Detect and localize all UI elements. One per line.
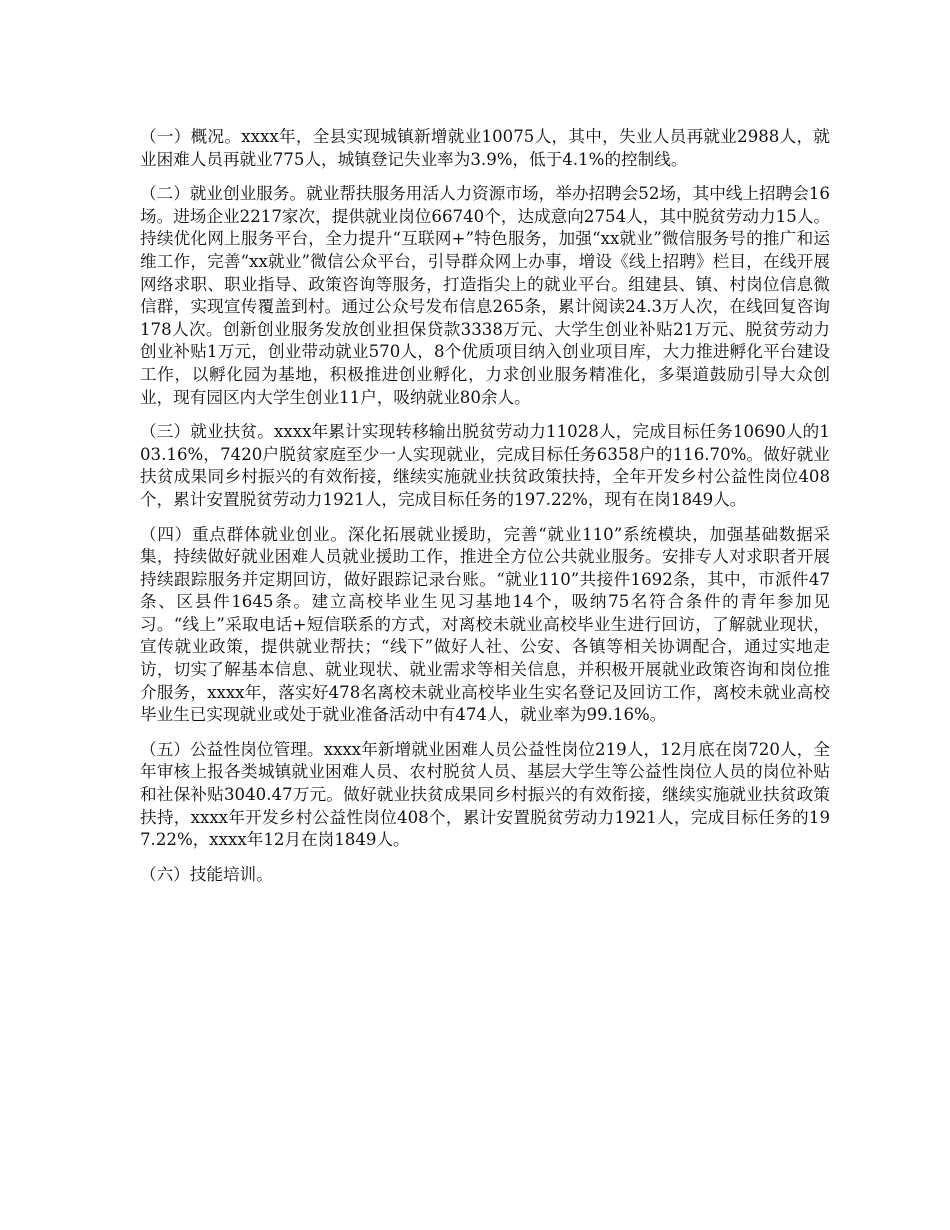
document-body	[140, 126, 830, 898]
paragraph-key-groups: （四）重点群体就业创业。深化拓展就业援助，完善“就业110”系统模块，加强基础数据采集，持续做好就业困难人员就业援助工作，推进全方位公共就业服务。安排专人对求职者开展持续跟踪服务并定期回访，做好跟踪记录台账。“就业110”共接件1692条，其中，市派件47条、区县件1645条。建立高校毕业生见习基地14个，吸纳75名符合条件的青年参加见习。“线上”采取电话+短信联系的方式，对离校未就业高校毕业生进行回访，了解就业现状，宣传就业政策，提供就业帮扶；“线下”做好人社、公安、各镇等相关协调配合，通过实地走访，切实了解基本信息、就业现状、就业需求等相关信息，并积极开展就业政策咨询和岗位推介服务，xxxx年，落实好478名离校未就业高校毕业生实名登记及回访工作，离校未就业高校毕业生已实现就业或处于就业准备活动中有474人，就业率为99.16%。	[140, 524, 830, 725]
paragraph-skills-training: （六）技能培训。	[140, 864, 273, 884]
paragraph-poverty-employment: （三）就业扶贫。xxxx年累计实现转移输出脱贫劳动力11028人，完成目标任务10690人的103.16%，7420户脱贫家庭至少一人实现就业，完成目标任务6358户的116.70%。做好就业扶贫成果同乡村振兴的有效衔接，继续实施就业扶贫政策扶持，全年开发乡村公益性岗位408个，累计安置脱贫劳动力1921人，完成目标任务的197.22%，现有在岗1849人。	[140, 422, 830, 509]
paragraph-public-welfare-posts: （五）公益性岗位管理。xxxx年新增就业困难人员公益性岗位219人，12月底在岗720人，全年审核上报各类城镇就业困难人员、农村脱贫人员、基层大学生等公益性岗位人员的岗位补贴和社保补贴3040.47万元。做好就业扶贫成果同乡村振兴的有效衔接，继续实施就业扶贫政策扶持，xxxx年开发乡村公益性岗位408个，累计安置脱贫劳动力1921人，完成目标任务的197.22%，xxxx年12月在岗1849人。	[140, 739, 830, 850]
paragraph-overview: （一）概况。xxxx年，全县实现城镇新增就业10075人，其中，失业人员再就业2988人，就业困难人员再就业775人，城镇登记失业率为3.9%，低于4.1%的控制线。	[140, 127, 830, 169]
paragraph-employment-services: （二）就业创业服务。就业帮扶服务用活人力资源市场，举办招聘会52场，其中线上招聘会16场。进场企业2217家次，提供就业岗位66740个，达成意向2754人，其中脱贫劳动力15人。持续优化网上服务平台，全力提升“互联网+”特色服务，加强“xx就业”微信服务号的推广和运维工作，完善“xx就业”微信公众平台，引导群众网上办事，增设《线上招聘》栏目，在线开展网络求职、职业指导、政策咨询等服务，打造指尖上的就业平台。组建县、镇、村岗位信息微信群，实现宣传覆盖到村。通过公众号发布信息265条，累计阅读24.3万人次，在线回复咨询178人次。创新创业服务发放创业担保贷款3338万元、大学生创业补贴21万元、脱贫劳动力创业补贴1万元，创业带动就业570人，8个优质项目纳入创业项目库，大力推进孵化平台建设工作，以孵化园为基地，积极推进创业孵化，力求创业服务精准化，多渠道鼓励引导大众创业，现有园区内大学生创业11户，吸纳就业80余人。	[140, 184, 830, 407]
